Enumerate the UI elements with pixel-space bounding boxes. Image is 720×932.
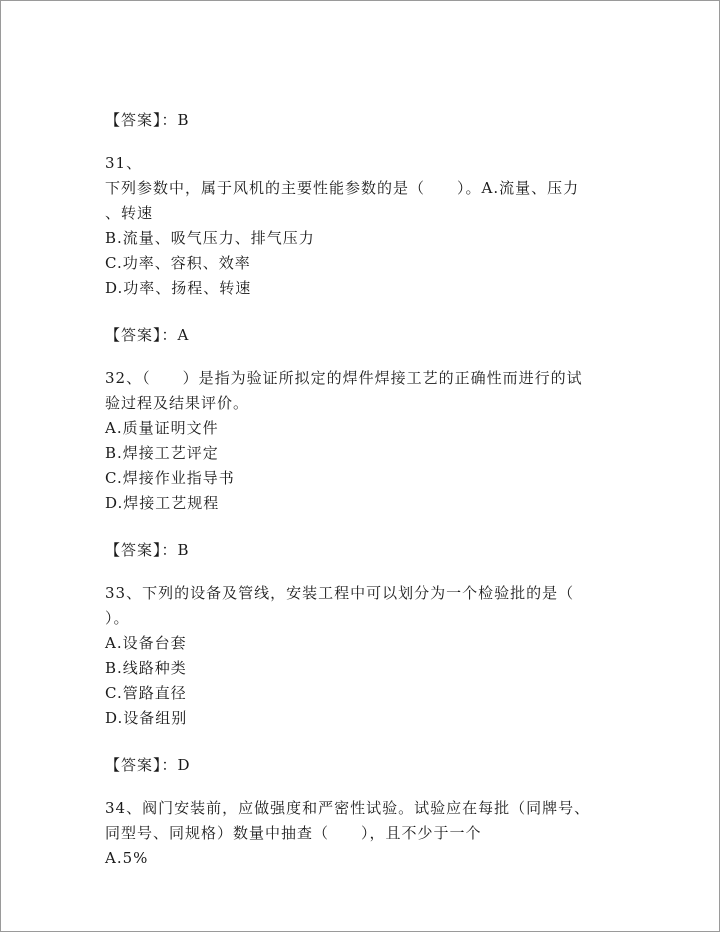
question-34-line-1: 34、阀门安装前，应做强度和严密性试验。试验应在每批（同牌号、 [105, 799, 591, 817]
question-33-option-d: D.设备组别 [105, 709, 188, 727]
question-32-option-b: B.焊接工艺评定 [105, 444, 219, 462]
answer-line-31: 【答案】：A [105, 326, 190, 344]
question-31-line-1: 31、 [105, 154, 143, 172]
question-33-line-2: ）。 [105, 609, 130, 627]
question-34-line-2: 同型号、同规格）数量中抽查（ ），且不少于一个 [105, 824, 482, 842]
question-32-option-d: D.焊接工艺规程 [105, 494, 220, 512]
question-31-line-2: 下列参数中，属于风机的主要性能参数的是（ ）。A.流量、压力 [105, 179, 580, 197]
answer-block-30 [105, 108, 615, 133]
question-32-option-c: C.焊接作业指导书 [105, 469, 235, 487]
question-33 [105, 581, 615, 778]
question-31-option-c: C.功率、容积、效率 [105, 254, 251, 272]
question-34-option-a: A.5% [105, 849, 149, 867]
document-body [105, 108, 615, 889]
question-33-line-1: 33、下列的设备及管线，安装工程中可以划分为一个检验批的是（ [105, 584, 575, 602]
question-31-option-d: D.功率、扬程、转速 [105, 279, 252, 297]
question-32-line-2: 验过程及结果评价。 [105, 394, 250, 412]
question-32-option-a: A.质量证明文件 [105, 419, 219, 437]
question-33-option-a: A.设备台套 [105, 634, 187, 652]
answer-line-33: 【答案】：D [105, 756, 191, 774]
question-33-option-b: B.线路种类 [105, 659, 187, 677]
answer-line-30: 【答案】：B [105, 111, 190, 129]
question-32-line-1: 32、（ ）是指为验证所拟定的焊件焊接工艺的正确性而进行的试 [105, 369, 583, 387]
question-33-option-c: C.管路直径 [105, 684, 187, 702]
question-31 [105, 151, 615, 348]
question-32 [105, 366, 615, 563]
answer-line-32: 【答案】：B [105, 541, 190, 559]
question-31-option-b: B.流量、吸气压力、排气压力 [105, 229, 315, 247]
question-34 [105, 796, 615, 871]
question-31-line-3: 、转速 [105, 204, 154, 222]
